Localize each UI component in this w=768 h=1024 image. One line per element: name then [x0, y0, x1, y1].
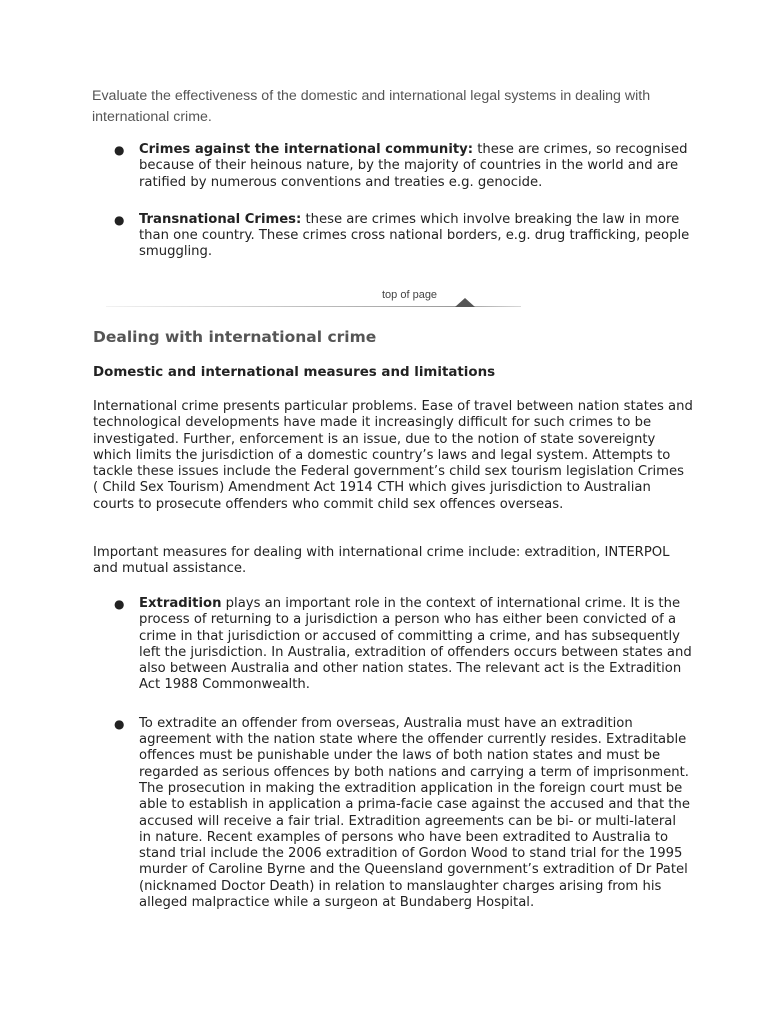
bullet-icon: ●	[114, 716, 125, 731]
crime-types-list	[112, 142, 692, 261]
bullet-icon: ●	[114, 212, 125, 227]
list-item-text: these are crimes which involve breaking the law in more than one country. These crimes cross national borders, e.g. drug trafficking, people smuggling.	[139, 211, 690, 260]
list-item-text: To extradite an offender from overseas, Australia must have an extradition agreement with the nation state where the offender currently resides. Extraditable offences must be punishable under the laws of both nation states and must be regarded as serious offences by both nations and carrying a term of imprisonment. The prosecution in making the extradition application in the foreign court must be able to establish in application a prima-facie case against the accused and that the accused will receive a fair trial. Extradition agreements can be bi- or multi-lateral in nature. Recent examples of persons who have been extradited to Australia to stand trial include the 2006 extradition of Gordon Wood to stand trial for the 1995 murder of Caroline Byrne and the Queensland government’s extradition of Dr Patel (nicknamed Doctor Death) in relation to manslaughter charges arising from his alleged malpractice while a surgeon at Bundaberg Hospital.	[139, 715, 690, 911]
list-item	[112, 142, 692, 191]
top-of-page-link[interactable]: top of page	[382, 289, 438, 301]
list-item-term: Transnational Crimes:	[139, 211, 302, 227]
top-of-page-bar	[106, 287, 521, 311]
list-item-term: Extradition	[139, 596, 222, 611]
up-arrow-icon[interactable]	[455, 298, 475, 307]
list-item-text: these are crimes, so recognised because of their heinous nature, by the majority of countries in the world and are ratified by numerous conventions and treaties e.g. genocide.	[139, 142, 688, 190]
section-heading: Dealing with international crime	[93, 328, 377, 346]
bullet-icon: ●	[114, 143, 125, 157]
paragraph: Important measures for dealing with international crime include: extradition, INTERPOL and mutual assistance.	[93, 545, 670, 577]
bullet-icon: ●	[114, 597, 125, 611]
list-item-term: Crimes against the international community:	[139, 142, 474, 157]
paragraph: International crime presents particular problems. Ease of travel between nation states and technological developments have made it increasingly difficult for such crimes to be investigated. Further, enforcement is an issue, due to the notion of state sovereignty which limits the jurisdiction of a domestic country’s laws and legal system. Attempts to tackle these issues include the Federal government’s child sex tourism legislation Crimes ( Child Sex Tourism) Amendment Act 1914 CTH which gives jurisdiction to Australian courts to prosecute offenders who commit child sex offences overseas.	[93, 399, 693, 512]
section-subheading: Domestic and international measures and limitations	[93, 365, 496, 380]
list-item	[112, 596, 692, 694]
list-item	[112, 716, 692, 912]
measures-list	[112, 596, 692, 911]
list-item	[112, 212, 692, 261]
list-item-text: plays an important role in the context of international crime. It is the process of returning to a jurisdiction a person who has either been convicted of a crime in that jurisdiction or accused of committing a crime, and has subsequently left the jurisdiction. In Australia, extradition of offenders occurs between states and also between Australia and other nation states. The relevant act is the Extradition Act 1988 Commonwealth.	[139, 596, 692, 693]
intro-question: Evaluate the effectiveness of the domestic and international legal systems in dealing with international crime.	[92, 88, 651, 125]
